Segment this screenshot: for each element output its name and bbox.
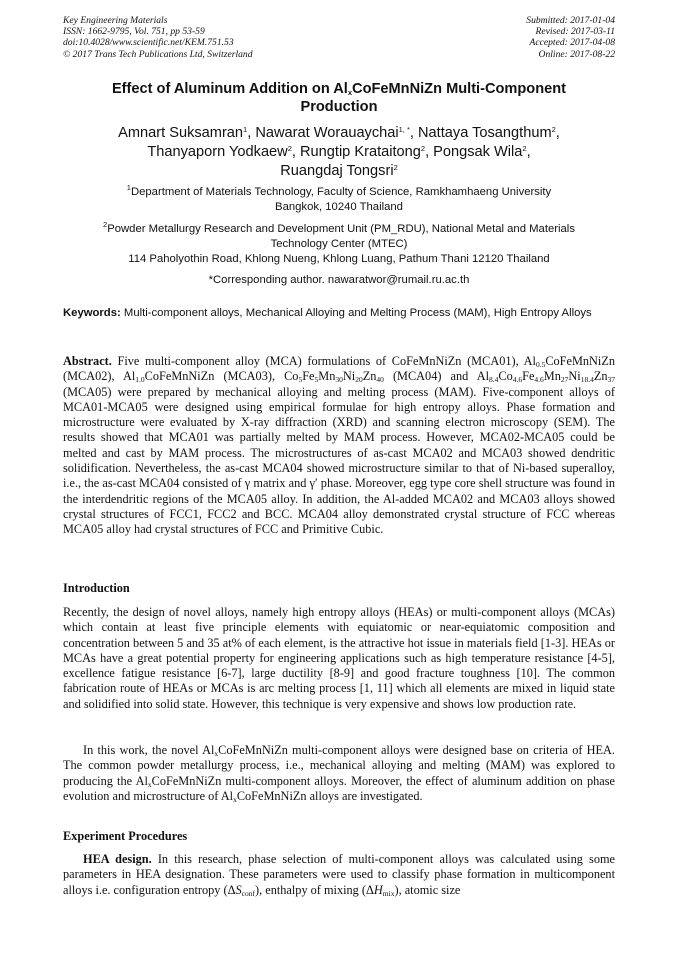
- introduction-paragraph-1: Recently, the design of novel alloys, namely high entropy alloys (HEAs) or multi-component alloys (MCAs) which contain at least five principle elements with equiatomic or near-equiatomic composition and concentration between 5 and 35 at% of each element, is the attractive hot issue in materials field [1-3]. HEAs or MCAs have a great potential property for engineering applications such as high temperature resistance [4-5], excellence fatigue resistance [6-7], large ductility [8-9] and good fracture toughness [10]. The common fabrication route of HEAs or MCAs is arc melting process [1, 11] which all elements are mixed in liquid state and solidified into solid state. However, this technique is very expensive and shows low production rate.: [63, 605, 615, 711]
- abstract-label: Abstract.: [63, 354, 112, 368]
- keywords-label: Keywords:: [63, 307, 121, 319]
- journal-name: Key Engineering Materials: [63, 15, 168, 26]
- date-online: Online: 2017-08-22: [538, 48, 615, 60]
- keywords: [63, 306, 615, 321]
- author-list: Amnart Suksamran$^1$, Nawarat Worauaychai$^{1, *}$, Nattaya Tosangthum$^2$, Thanyaporn Yodkaew$^2$, Rungtip Krataitong$^2$, Pongsak Wila$^2$, Ruangdaj Tongsri$^2$: [118, 125, 560, 179]
- date-accepted: Accepted: 2017-04-08: [529, 37, 615, 49]
- experiment-paragraph-1: HEA design. In this research, phase selection of multi-component alloys was calculated using some parameters in HEA designation. These parameters were used to classify phase formation in multicomponent alloys i.e. configuration entropy $(\Delta S_{conf})$, enthalpy of mixing $(\Delta H_{mix})$, atomic size: [63, 852, 615, 898]
- author-name: Nattaya Tosangthum: [418, 125, 552, 141]
- author-name: Ruangdaj Tongsri: [280, 163, 394, 179]
- affiliation-2: $^2$Powder Metallurgy Research and Development Unit (PM_RDU), National Metal and Materials Technology Center (MTEC) 114 Paholyothin Road, Khlong Nueng, Khlong Luang, Pathum Thani 12120 Thailand: [103, 220, 575, 265]
- date-revised: Revised: 2017-03-11: [535, 26, 615, 38]
- journal-issn: ISSN: 1662-9795, Vol. 751, pp 53-59: [63, 26, 205, 38]
- section-heading-experiment: Experiment Procedures: [63, 829, 188, 843]
- date-submitted: Submitted: 2017-01-04: [526, 15, 615, 26]
- keywords-text: Multi-component alloys, Mechanical Alloying and Melting Process (MAM), High Entropy Alloys: [123, 307, 592, 319]
- author-name: Nawarat Worauaychai: [255, 125, 399, 141]
- paper-title: Effect of Aluminum Addition on $Al_xCoFeMnNiZn$ Multi-Component Production: [111, 81, 567, 115]
- section-heading-introduction: Introduction: [63, 581, 130, 595]
- journal-copyright: © 2017 Trans Tech Publications Ltd, Switzerland: [63, 48, 253, 60]
- journal-info: [63, 15, 253, 60]
- author-name: Rungtip Krataitong: [300, 144, 421, 160]
- author-name: Pongsak Wila: [433, 144, 523, 160]
- journal-doi: doi:10.4028/www.scientific.net/KEM.751.53: [63, 37, 234, 49]
- corresponding-author: *Corresponding author. nawaratwor@rumail.ru.ac.th: [208, 274, 470, 286]
- author-name: Thanyaporn Yodkaew: [147, 144, 288, 160]
- author-name: Amnart Suksamran: [118, 125, 244, 141]
- subsection-lead-hea-design: HEA design.: [83, 852, 152, 866]
- introduction-paragraph-2: In this work, the novel $Al_xCoFeMnNiZn$ multi-component alloys were designed base on criteria of HEA. The common powder metallurgy process, i.e., mechanical alloying and melting (MAM) was explored to producing the $Al_xCoFeMnNiZn$ multi-component alloys. Moreover, the effect of aluminum addition on phase evolution and microstructure of $Al_xCoFeMnNiZn$ alloys are investigated.: [63, 743, 615, 804]
- affiliation-1: $^1$Department of Materials Technology, Faculty of Science, Ramkhamhaeng University Bangkok, 10240 Thailand: [126, 183, 552, 213]
- publication-dates: [526, 15, 615, 60]
- abstract: Abstract. Five multi-component alloy (MCA) formulations of CoFeMnNiZn (MCA01), $Al_{0.5}CoFeMnNiZn$ (MCA02), $Al_{1.0}CoFeMnNiZn$ (MCA03), $Co_5Fe_5Mn_{30}Ni_{20}Zn_{40}$ (MCA04) and $Al_{8.4}Co_{4.6}Fe_{4.6}Mn_{27}Ni_{18.4}Zn_{37}$ (MCA05) were prepared by mechanical alloying and melting process (MAM). Five-component alloys of MCA01-MCA05 were designed using empirical formulae for high entropy alloys. Phase formation and microstructure were evaluated by X-ray diffraction (XRD) and scanning electron microscopy (SEM). The results showed that MCA01 was partially melted by MAM process. However, MCA02-MCA05 could be melted and cast by MAM process. The microstructures of as-cast MCA02 and MCA03 showed dendritic solidification. Nevertheless, the as-cast MCA04 showed microstructure similar to that of Ni-based superalloy, i.e., the as-cast MCA04 consisted of γ matrix and γ′ phase. Moreover, egg type core shell structure was found in the interdendritic regions of the MCA05 alloy. In addition, the Al-added MCA02 and MCA03 alloys showed crystal structures of FCC1, FCC2 and BCC. MCA04 alloy demonstrated crystal structure of FCC whereas MCA05 alloy had crystal structures of FCC and Primitive Cubic.: [63, 354, 615, 537]
